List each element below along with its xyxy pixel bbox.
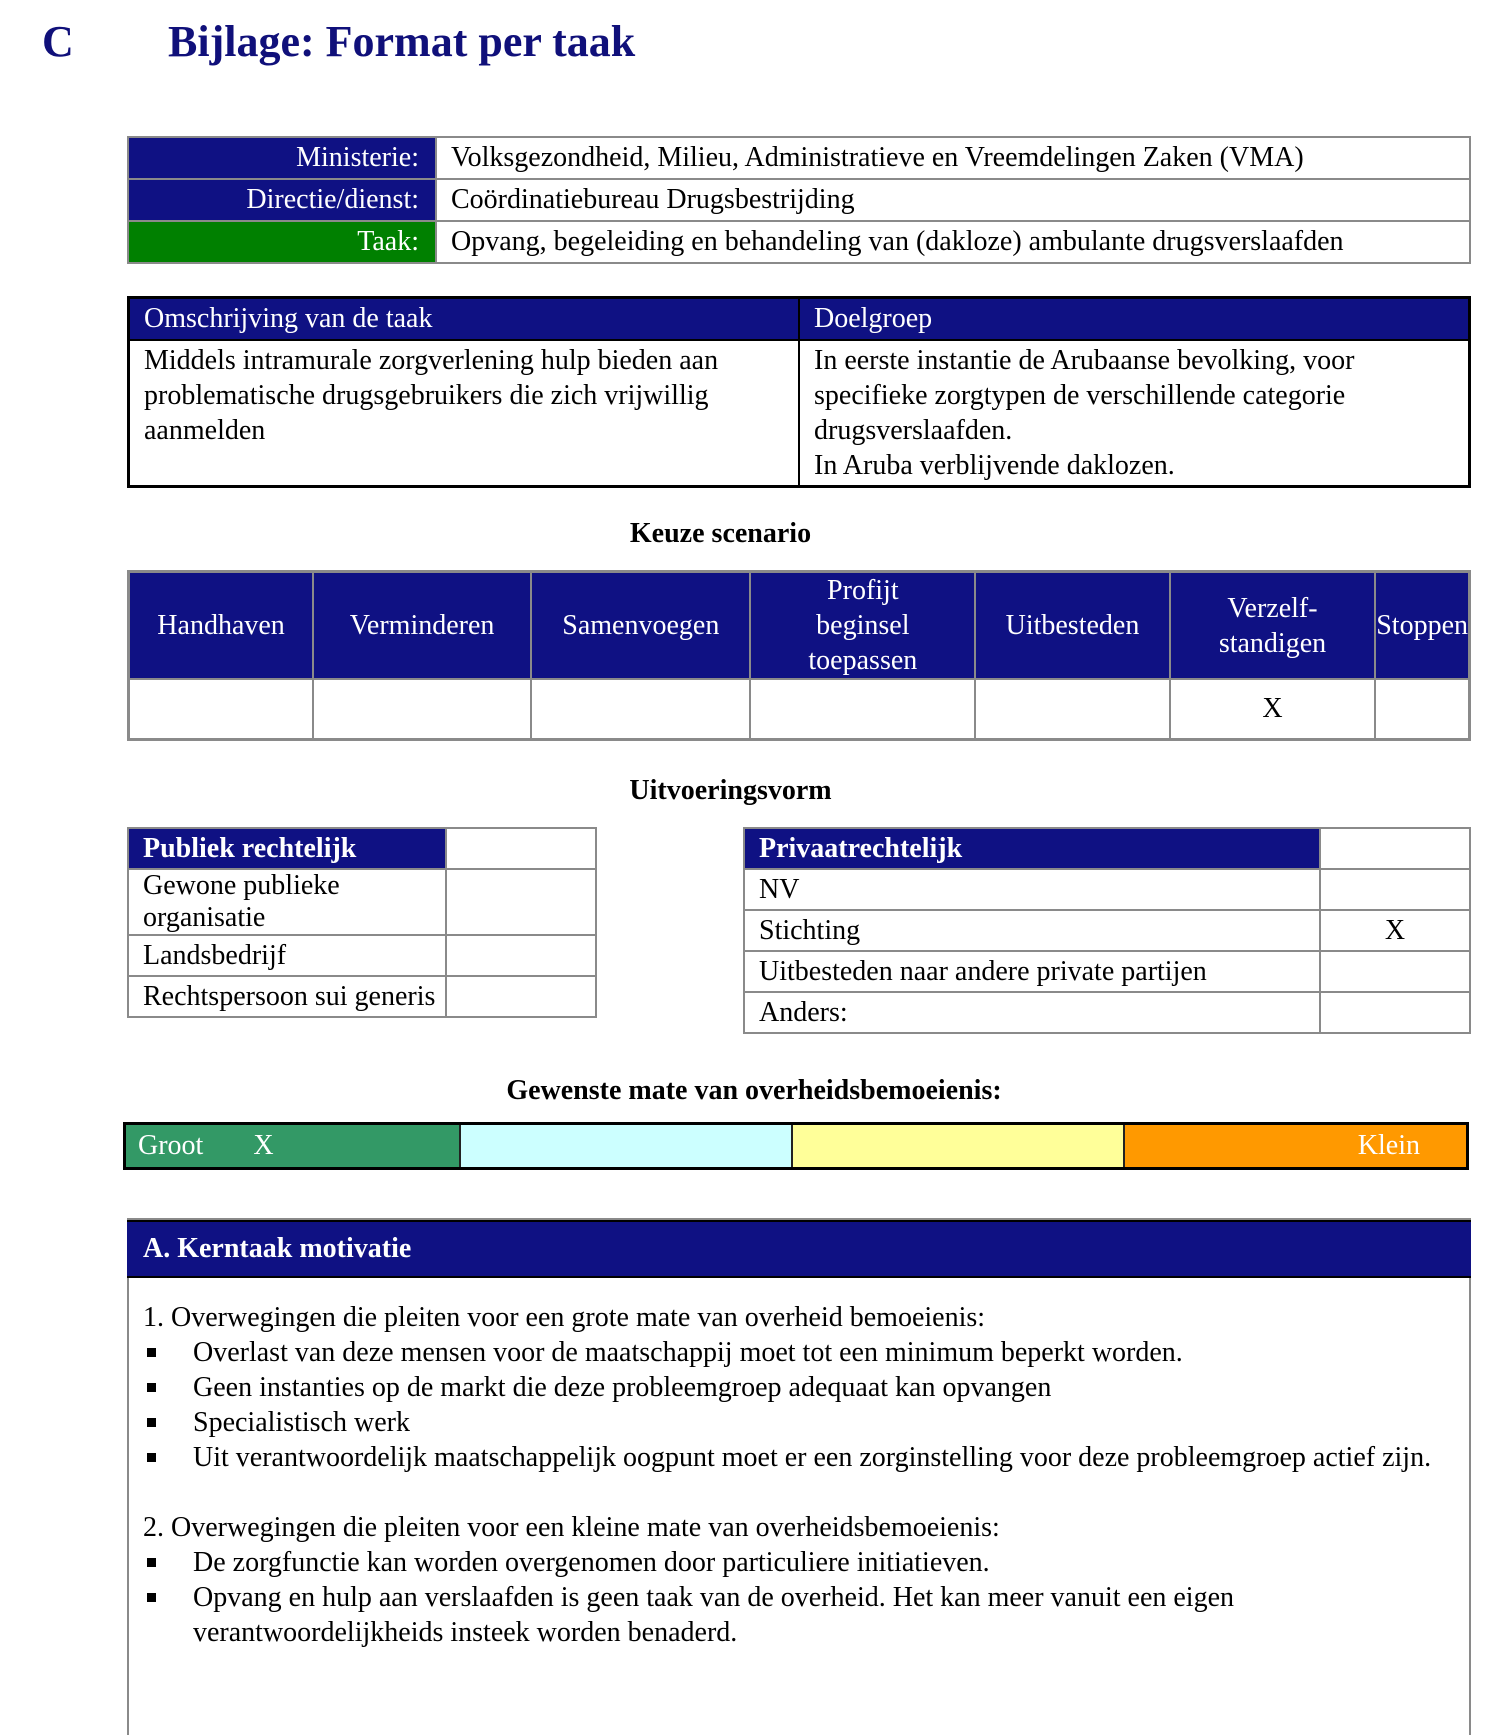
scenario-mark-cell: [975, 679, 1170, 740]
scale-selected-mark: X: [253, 1130, 274, 1161]
taak-label: Taak:: [128, 221, 436, 263]
motivatie-header: A. Kerntaak motivatie: [127, 1220, 1471, 1278]
private-item-box: [1320, 951, 1470, 992]
bullet-text: Uit verantwoordelijk maatschappelijk oogpunt moet er een zorginstelling voor deze probleemgroep actief zijn.: [193, 1442, 1432, 1473]
scenario-option-verminderen: Verminderen: [313, 572, 531, 680]
info-row-directie: [128, 179, 1470, 221]
public-item-box: [446, 869, 596, 935]
private-law-table: [743, 827, 1471, 1034]
public-law-table: [127, 827, 597, 1018]
scale-right-label: Klein: [1357, 1130, 1420, 1161]
scenario-mark-cell: [129, 679, 314, 740]
bemoeienis-title-wrap: [0, 1075, 1511, 1107]
scenario-table: [127, 570, 1471, 741]
uitvoering-title: Uitvoeringsvorm: [629, 775, 832, 806]
private-item-anders: Anders:: [744, 992, 1320, 1033]
scenario-selected-mark: X: [1170, 679, 1375, 740]
doelgroep-header: Doelgroep: [799, 298, 1470, 341]
omschrijving-header: Omschrijving van de taak: [129, 298, 800, 341]
public-item-gewone: Gewone publieke organisatie: [128, 869, 446, 935]
public-item-rechtspersoon: Rechtspersoon sui generis: [128, 976, 446, 1017]
scenario-mark-cell: [1375, 679, 1469, 740]
bullet-text: Geen instanties op de markt die deze probleemgroep adequaat kan opvangen: [193, 1372, 1052, 1403]
section1-title: 1. Overwegingen die pleiten voor een grote mate van overheid bemoeienis:: [143, 1302, 986, 1333]
bullet-square-icon: [147, 1383, 156, 1392]
bullet-square-icon: [147, 1348, 156, 1357]
private-selected-mark: X: [1320, 910, 1470, 951]
description-body-row: [129, 340, 1470, 487]
bullet-square-icon: [147, 1418, 156, 1427]
taak-value: Opvang, begeleiding en behandeling van (dakloze) ambulante drugsverslaafden: [436, 221, 1470, 263]
public-header: Publiek rechtelijk: [128, 828, 446, 869]
scenario-title: Keuze scenario: [629, 518, 812, 549]
private-header-box: [1320, 828, 1470, 869]
private-item-box: [1320, 869, 1470, 910]
doelgroep-cell: [799, 340, 1470, 487]
bemoeienis-scale: [123, 1122, 1469, 1170]
section1-bullet: [143, 1440, 1455, 1475]
description-table: [127, 296, 1471, 488]
bullet-square-icon: [147, 1593, 156, 1602]
scenario-mark-cell: [531, 679, 750, 740]
directie-value: Coördinatiebureau Drugsbestrijding: [436, 179, 1470, 221]
scenario-option-stoppen: Stoppen: [1375, 572, 1469, 680]
scenario-mark-row: [129, 679, 1470, 740]
bullet-square-icon: [147, 1453, 156, 1462]
scenario-title-wrap: [0, 518, 1511, 550]
private-item-nv: NV: [744, 869, 1320, 910]
scenario-option-verzelfstandigen: Verzelf-standigen: [1170, 572, 1375, 680]
public-row: [128, 869, 596, 935]
private-row: [744, 951, 1470, 992]
section1-bullet: [143, 1405, 1455, 1440]
scale-segment-3: [791, 1125, 1123, 1167]
scenario-option-uitbesteden: Uitbesteden: [975, 572, 1170, 680]
section2-bullet: [143, 1580, 1455, 1650]
public-row: [128, 935, 596, 976]
section2-bullet: [143, 1545, 1455, 1580]
ministerie-label: Ministerie:: [128, 137, 436, 179]
description-header-row: [129, 298, 1470, 341]
private-row: [744, 910, 1470, 951]
scenario-header-row: [129, 572, 1470, 680]
scenario-option-handhaven: Handhaven: [129, 572, 314, 680]
private-header: Privaatrechtelijk: [744, 828, 1320, 869]
bullet-text: Overlast van deze mensen voor de maatschappij moet tot een minimum beperkt worden.: [193, 1337, 1183, 1368]
scale-segment-2: [459, 1125, 791, 1167]
private-row: [744, 992, 1470, 1033]
doelgroep-text-1: In eerste instantie de Arubaanse bevolking, voor specifieke zorgtypen de verschillende categorie drugsverslaafden.: [814, 345, 1355, 446]
info-row-taak: [128, 221, 1470, 263]
page-title: Bijlage: Format per taak: [168, 17, 636, 66]
private-item-stichting: Stichting: [744, 910, 1320, 951]
task-info-table: [127, 136, 1471, 264]
doelgroep-text-2: In Aruba verblijvende daklozen.: [814, 450, 1175, 481]
private-item-uitbesteden: Uitbesteden naar andere private partijen: [744, 951, 1320, 992]
public-header-box: [446, 828, 596, 869]
motivatie-body: [129, 1278, 1469, 1650]
section1-bullet: [143, 1370, 1455, 1405]
spacer: [143, 1475, 1455, 1510]
bemoeienis-title: Gewenste mate van overheidsbemoeienis:: [506, 1075, 1002, 1106]
bullet-text: Specialistisch werk: [193, 1407, 410, 1438]
bullet-text: Opvang en hulp aan verslaafden is geen taak van de overheid. Het kan meer vanuit een eigen verantwoordelijkheids insteek worden benaderd.: [193, 1582, 1235, 1648]
section1-bullet: [143, 1335, 1455, 1370]
scale-segment-klein: [1123, 1125, 1466, 1167]
appendix-letter: C: [42, 17, 74, 66]
page-heading: [42, 12, 635, 72]
info-row-ministerie: [128, 137, 1470, 179]
motivatie-box: [127, 1218, 1471, 1735]
private-header-row: [744, 828, 1470, 869]
directie-label: Directie/dienst:: [128, 179, 436, 221]
public-header-row: [128, 828, 596, 869]
scale-left-label: Groot: [138, 1130, 204, 1161]
public-row: [128, 976, 596, 1017]
bullet-text: De zorgfunctie kan worden overgenomen door particuliere initiatieven.: [193, 1547, 990, 1578]
private-item-box: [1320, 992, 1470, 1033]
ministerie-value: Volksgezondheid, Milieu, Administratieve en Vreemdelingen Zaken (VMA): [436, 137, 1470, 179]
uitvoering-title-wrap: [0, 775, 1511, 807]
private-row: [744, 869, 1470, 910]
public-item-box: [446, 976, 596, 1017]
scale-segment-groot: [126, 1125, 459, 1167]
public-item-landsbedrijf: Landsbedrijf: [128, 935, 446, 976]
omschrijving-text: Middels intramurale zorgverlening hulp bieden aan problematische drugsgebruikers die zich vrijwillig aanmelden: [129, 340, 800, 487]
section2-title: 2. Overwegingen die pleiten voor een kleine mate van overheidsbemoeienis:: [143, 1512, 1000, 1543]
public-item-box: [446, 935, 596, 976]
bullet-square-icon: [147, 1558, 156, 1567]
scenario-mark-cell: [750, 679, 975, 740]
scenario-option-samenvoegen: Samenvoegen: [531, 572, 750, 680]
scenario-mark-cell: [313, 679, 531, 740]
scenario-option-profijt: Profijt beginsel toepassen: [750, 572, 975, 680]
